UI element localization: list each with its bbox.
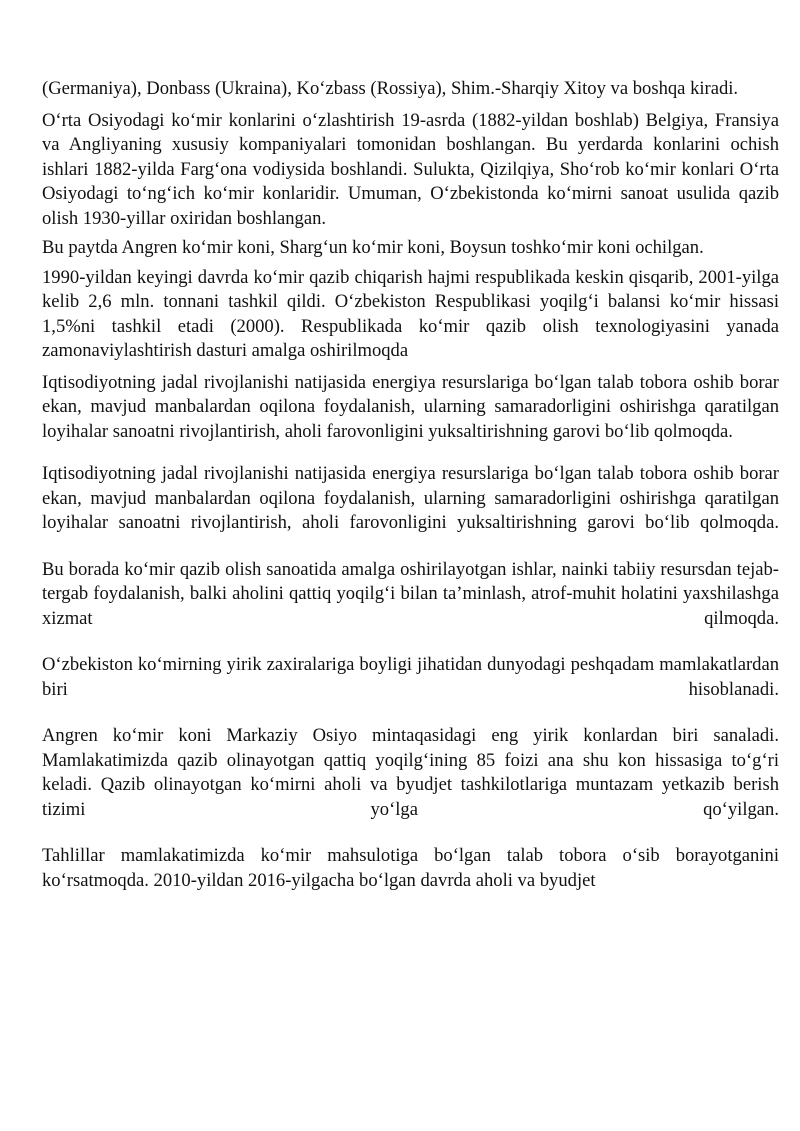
- document-page: [42, 77, 779, 893]
- paragraph-2: O‘rta Osiyodagi ko‘mir konlarini o‘zlashtirish 19-asrda (1882-yildan boshlab) Belgiya, Fransiya va Angliyaning xususiy kompaniyalari tomonidan boshlangan. Bu yerdarda konlarini ochish ishlari 1882-yilda Farg‘ona vodiysida boshlandi. Sulukta, Qizilqiya, Sho‘rob ko‘mir konlari O‘rta Osiyodagi to‘ng‘ich ko‘mir konlaridir. Umuman, O‘zbekistonda ko‘mirni sanoat usulida qazib olish 1930-yillar oxiridan boshlangan.: [42, 109, 779, 229]
- paragraph-1: (Germaniya), Donbass (Ukraina), Ko‘zbass (Rossiya), Shim.-Sharqiy Xitoy va boshqa kiradi.: [42, 78, 739, 99]
- paragraph-9: Angren ko‘mir koni Markaziy Osiyo mintaqasidagi eng yirik konlardan biri sanaladi. Mamlakatimizda qazib olinayotgan qattiq yoqilg‘ining 85 foizi ana shu kon hissasiga to‘g‘ri keladi. Qazib olinayotgan ko‘mirni aholi va byudjet tashkilotlariga muntazam yetkazib berish tizimi yo‘lga qo‘yilgan.: [42, 725, 779, 820]
- paragraph-4: 1990-yildan keyingi davrda ko‘mir qazib chiqarish hajmi respublikada keskin qisqarib, 2001-yilga kelib 2,6 mln. tonnani tashkil qildi. O‘zbekiston Respublikasi yoqilg‘i balansi ko‘mir hissasi 1,5%ni tashkil etadi (2000). Respublikada ko‘mir qazib olish texnologiyasini yanada zamonaviylashtirish dasturi amalga oshirilmoqda: [42, 266, 779, 361]
- paragraph-8: O‘zbekiston ko‘mirning yirik zaxiralariga boyligi jihatidan dunyodagi peshqadam mamlakatlardan biri hisoblanadi.: [42, 654, 779, 700]
- paragraph-10: Tahlillar mamlakatimizda ko‘mir mahsulotiga bo‘lgan talab tobora o‘sib borayotganini ko‘rsatmoqda. 2010-yildan 2016-yilgacha bo‘lgan davrda aholi va byudjet: [42, 845, 779, 891]
- paragraph-6: Iqtisodiyotning jadal rivojlanishi natijasida energiya resurslariga bo‘lgan talab tobora oshib borar ekan, mavjud manbalardan oqilona foydalanish, ularning samaradorligini oshirishga qaratilgan loyihalar sanoatni rivojlantirish, aholi farovonligini yuksaltirishning garovi bo‘lib qolmoqda.: [42, 463, 779, 533]
- paragraph-7: Bu borada ko‘mir qazib olish sanoatida amalga oshirilayotgan ishlar, nainki tabiiy resursdan tejab-tergab foydalanish, balki aholini qattiq yoqilg‘i bilan ta’minlash, atrof-muhit holatini yaxshilashga xizmat qilmoqda.: [42, 558, 779, 629]
- paragraph-3: Bu paytda Angren ko‘mir koni, Sharg‘un ko‘mir koni, Boysun toshko‘mir koni ochilgan.: [42, 237, 704, 258]
- paragraph-5: Iqtisodiyotning jadal rivojlanishi natijasida energiya resurslariga bo‘lgan talab tobora oshib borar ekan, mavjud manbalardan oqilona foydalanish, ularning samaradorligini oshirishga qaratilgan loyihalar sanoatni rivojlantirish, aholi farovonligini yuksaltirishning garovi bo‘lib qolmoqda.: [42, 371, 779, 442]
